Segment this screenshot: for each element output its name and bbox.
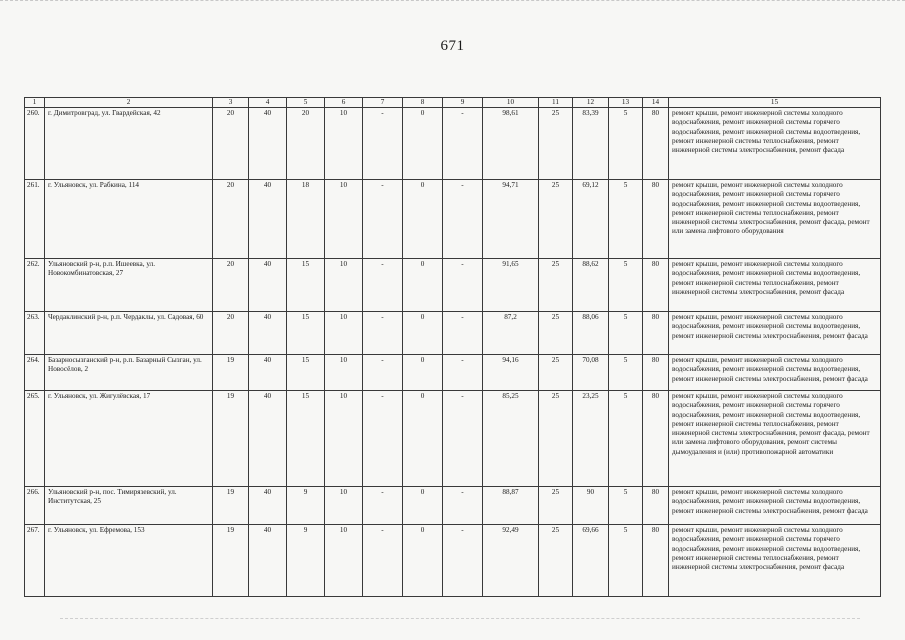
- value-cell-c12: 23,25: [573, 391, 609, 487]
- column-header-1: 1: [25, 98, 45, 108]
- row-number: 263.: [25, 312, 45, 355]
- works-cell: ремонт крыши, ремонт инженерной системы холодного водоснабжения, ремонт инженерной системы горячего водоснабжения, ремонт инженерной системы водоотведения, ремонт инженерной системы теплоснабжения, ремонт инженерной системы электроснабжения, ремонт фасада: [669, 525, 881, 597]
- value-cell-c14: 80: [643, 525, 669, 597]
- value-cell-c12: 88,62: [573, 259, 609, 312]
- value-cell-c5: 15: [287, 259, 325, 312]
- value-cell-c5: 20: [287, 108, 325, 180]
- value-cell-c5: 15: [287, 391, 325, 487]
- value-cell-c6: 10: [325, 259, 363, 312]
- value-cell-c13: 5: [609, 355, 643, 391]
- value-cell-c10: 91,65: [483, 259, 539, 312]
- value-cell-c13: 5: [609, 312, 643, 355]
- value-cell-c10: 94,71: [483, 180, 539, 259]
- table-row: [25, 180, 881, 259]
- table-row: [25, 312, 881, 355]
- value-cell-c11: 25: [539, 180, 573, 259]
- value-cell-c4: 40: [249, 108, 287, 180]
- value-cell-c8: 0: [403, 525, 443, 597]
- value-cell-c14: 80: [643, 108, 669, 180]
- value-cell-c9: -: [443, 108, 483, 180]
- value-cell-c3: 19: [213, 525, 249, 597]
- value-cell-c5: 9: [287, 525, 325, 597]
- value-cell-c7: -: [363, 355, 403, 391]
- value-cell-c5: 15: [287, 312, 325, 355]
- value-cell-c8: 0: [403, 487, 443, 525]
- column-header-6: 6: [325, 98, 363, 108]
- value-cell-c14: 80: [643, 180, 669, 259]
- value-cell-c9: -: [443, 525, 483, 597]
- value-cell-c4: 40: [249, 391, 287, 487]
- row-number: 262.: [25, 259, 45, 312]
- value-cell-c3: 19: [213, 391, 249, 487]
- value-cell-c14: 80: [643, 487, 669, 525]
- value-cell-c11: 25: [539, 108, 573, 180]
- value-cell-c10: 87,2: [483, 312, 539, 355]
- value-cell-c5: 9: [287, 487, 325, 525]
- value-cell-c3: 20: [213, 259, 249, 312]
- value-cell-c7: -: [363, 525, 403, 597]
- works-cell: ремонт крыши, ремонт инженерной системы холодного водоснабжения, ремонт инженерной системы горячего водоснабжения, ремонт инженерной системы водоотведения, ремонт инженерной системы теплоснабжения, ремонт инженерной системы электроснабжения, ремонт фасада, ремонт или замена лифтового оборудования, ремонт системы дымоудаления и (или) противопожарной автоматики: [669, 391, 881, 487]
- address-cell: Чердаклинский р-н, р.п. Чердаклы, ул. Садовая, 60: [45, 312, 213, 355]
- works-cell: ремонт крыши, ремонт инженерной системы холодного водоснабжения, ремонт инженерной системы водоотведения, ремонт инженерной системы электроснабжения, ремонт фасада: [669, 487, 881, 525]
- column-header-9: 9: [443, 98, 483, 108]
- scan-bottom-edge: [60, 618, 860, 619]
- value-cell-c14: 80: [643, 355, 669, 391]
- table-row: [25, 108, 881, 180]
- value-cell-c14: 80: [643, 391, 669, 487]
- works-cell: ремонт крыши, ремонт инженерной системы холодного водоснабжения, ремонт инженерной системы горячего водоснабжения, ремонт инженерной системы водоотведения, ремонт инженерной системы теплоснабжения, ремонт инженерной системы электроснабжения, ремонт фасада: [669, 108, 881, 180]
- address-cell: г. Димитровград, ул. Гвардейская, 42: [45, 108, 213, 180]
- value-cell-c12: 69,12: [573, 180, 609, 259]
- value-cell-c4: 40: [249, 259, 287, 312]
- value-cell-c11: 25: [539, 487, 573, 525]
- value-cell-c6: 10: [325, 312, 363, 355]
- value-cell-c9: -: [443, 259, 483, 312]
- value-cell-c3: 20: [213, 180, 249, 259]
- value-cell-c7: -: [363, 312, 403, 355]
- column-header-8: 8: [403, 98, 443, 108]
- column-header-3: 3: [213, 98, 249, 108]
- column-header-10: 10: [483, 98, 539, 108]
- value-cell-c13: 5: [609, 391, 643, 487]
- value-cell-c3: 19: [213, 487, 249, 525]
- value-cell-c10: 88,87: [483, 487, 539, 525]
- document-table-container: [24, 97, 880, 597]
- table-body: [25, 108, 881, 597]
- value-cell-c4: 40: [249, 487, 287, 525]
- row-number: 267.: [25, 525, 45, 597]
- value-cell-c3: 20: [213, 108, 249, 180]
- value-cell-c4: 40: [249, 312, 287, 355]
- works-cell: ремонт крыши, ремонт инженерной системы холодного водоснабжения, ремонт инженерной системы водоотведения, ремонт инженерной системы электроснабжения, ремонт фасада: [669, 312, 881, 355]
- value-cell-c4: 40: [249, 355, 287, 391]
- table-row: [25, 525, 881, 597]
- value-cell-c11: 25: [539, 391, 573, 487]
- value-cell-c11: 25: [539, 312, 573, 355]
- value-cell-c10: 98,61: [483, 108, 539, 180]
- value-cell-c9: -: [443, 487, 483, 525]
- address-cell: Базарносызганский р-н, р.п. Базарный Сызган, ул. Новосёлов, 2: [45, 355, 213, 391]
- value-cell-c6: 10: [325, 180, 363, 259]
- value-cell-c7: -: [363, 108, 403, 180]
- value-cell-c9: -: [443, 312, 483, 355]
- value-cell-c12: 70,08: [573, 355, 609, 391]
- row-number: 264.: [25, 355, 45, 391]
- value-cell-c8: 0: [403, 312, 443, 355]
- address-cell: Ульяновский р-н, р.п. Ишеевка, ул. Новокомбинатовская, 27: [45, 259, 213, 312]
- value-cell-c13: 5: [609, 180, 643, 259]
- value-cell-c13: 5: [609, 487, 643, 525]
- address-cell: г. Ульяновск, ул. Ефремова, 153: [45, 525, 213, 597]
- column-header-14: 14: [643, 98, 669, 108]
- column-header-7: 7: [363, 98, 403, 108]
- value-cell-c6: 10: [325, 355, 363, 391]
- value-cell-c6: 10: [325, 525, 363, 597]
- value-cell-c12: 83,39: [573, 108, 609, 180]
- page-number: 671: [440, 38, 465, 54]
- value-cell-c9: -: [443, 355, 483, 391]
- value-cell-c8: 0: [403, 259, 443, 312]
- value-cell-c11: 25: [539, 525, 573, 597]
- column-header-5: 5: [287, 98, 325, 108]
- works-cell: ремонт крыши, ремонт инженерной системы холодного водоснабжения, ремонт инженерной системы водоотведения, ремонт инженерной системы электроснабжения, ремонт фасада: [669, 355, 881, 391]
- value-cell-c10: 94,16: [483, 355, 539, 391]
- column-header-13: 13: [609, 98, 643, 108]
- value-cell-c14: 80: [643, 259, 669, 312]
- value-cell-c6: 10: [325, 108, 363, 180]
- row-number: 260.: [25, 108, 45, 180]
- column-header-2: 2: [45, 98, 213, 108]
- table-row: [25, 259, 881, 312]
- value-cell-c7: -: [363, 180, 403, 259]
- value-cell-c12: 69,66: [573, 525, 609, 597]
- value-cell-c12: 90: [573, 487, 609, 525]
- column-header-4: 4: [249, 98, 287, 108]
- value-cell-c3: 20: [213, 312, 249, 355]
- column-header-12: 12: [573, 98, 609, 108]
- value-cell-c10: 85,25: [483, 391, 539, 487]
- column-header-11: 11: [539, 98, 573, 108]
- value-cell-c7: -: [363, 487, 403, 525]
- scan-edge: [0, 0, 905, 7]
- value-cell-c6: 10: [325, 487, 363, 525]
- value-cell-c13: 5: [609, 108, 643, 180]
- value-cell-c7: -: [363, 391, 403, 487]
- value-cell-c9: -: [443, 391, 483, 487]
- value-cell-c13: 5: [609, 525, 643, 597]
- value-cell-c6: 10: [325, 391, 363, 487]
- works-cell: ремонт крыши, ремонт инженерной системы холодного водоснабжения, ремонт инженерной системы горячего водоснабжения, ремонт инженерной системы водоотведения, ремонт инженерной системы теплоснабжения, ремонт инженерной системы электроснабжения, ремонт фасада, ремонт или замена лифтового оборудования: [669, 180, 881, 259]
- value-cell-c4: 40: [249, 525, 287, 597]
- value-cell-c8: 0: [403, 391, 443, 487]
- value-cell-c13: 5: [609, 259, 643, 312]
- address-cell: г. Ульяновск, ул. Жигулёвская, 17: [45, 391, 213, 487]
- value-cell-c5: 15: [287, 355, 325, 391]
- value-cell-c11: 25: [539, 259, 573, 312]
- value-cell-c11: 25: [539, 355, 573, 391]
- value-cell-c3: 19: [213, 355, 249, 391]
- value-cell-c8: 0: [403, 355, 443, 391]
- row-number: 266.: [25, 487, 45, 525]
- column-header-15: 15: [669, 98, 881, 108]
- table-row: [25, 487, 881, 525]
- row-number: 261.: [25, 180, 45, 259]
- address-cell: Ульяновский р-н, пос. Тимирязевский, ул. Институтская, 25: [45, 487, 213, 525]
- value-cell-c8: 0: [403, 108, 443, 180]
- header-row: [25, 98, 881, 108]
- value-cell-c12: 88,06: [573, 312, 609, 355]
- value-cell-c7: -: [363, 259, 403, 312]
- table-row: [25, 391, 881, 487]
- value-cell-c14: 80: [643, 312, 669, 355]
- row-number: 265.: [25, 391, 45, 487]
- value-cell-c4: 40: [249, 180, 287, 259]
- document-table: [24, 97, 881, 597]
- value-cell-c9: -: [443, 180, 483, 259]
- value-cell-c8: 0: [403, 180, 443, 259]
- value-cell-c10: 92,49: [483, 525, 539, 597]
- table-row: [25, 355, 881, 391]
- value-cell-c5: 18: [287, 180, 325, 259]
- address-cell: г. Ульяновск, ул. Рабкина, 114: [45, 180, 213, 259]
- works-cell: ремонт крыши, ремонт инженерной системы холодного водоснабжения, ремонт инженерной системы водоотведения, ремонт инженерной системы теплоснабжения, ремонт инженерной системы электроснабжения, ремонт фасада: [669, 259, 881, 312]
